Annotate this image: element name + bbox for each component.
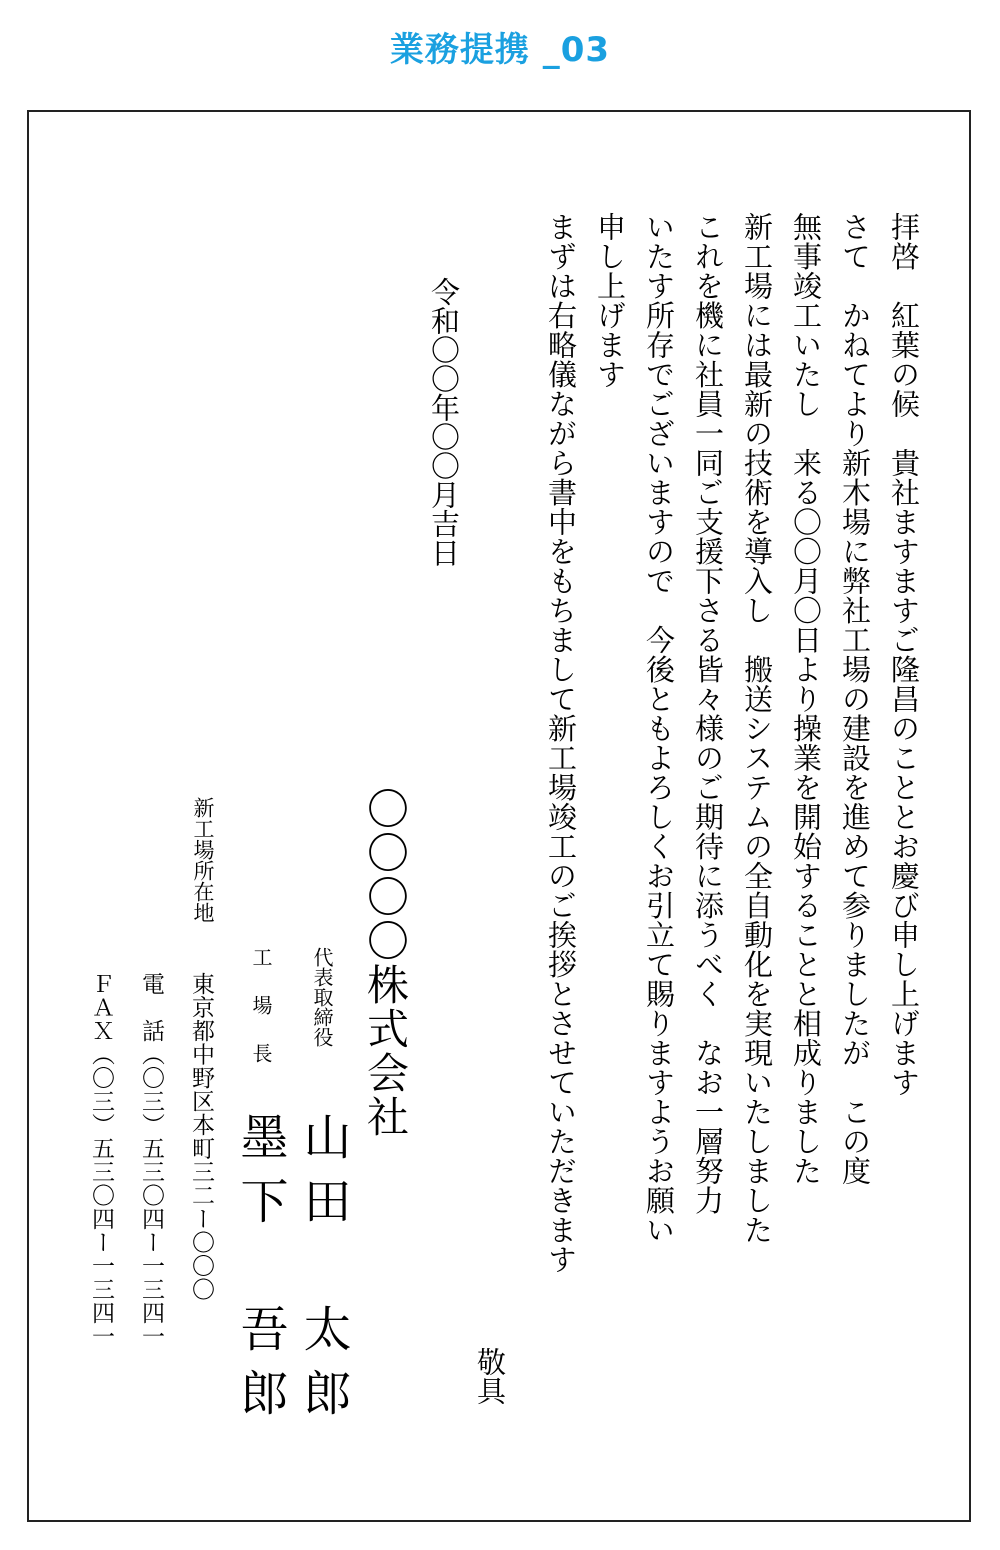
fax: ＦＡＸ（〇三）五三〇四ー一三四一 [88,972,114,1348]
body-line-3: 無事竣工いたし 来る〇〇月〇日より操業を開始することと相成りました [789,212,823,1186]
body-line-1: 拝啓 紅葉の候 貴社ますますご隆昌のこととお慶び申し上げます [887,212,921,1097]
body-line-6: いたす所存でございますので 今後ともよろしくお引立て賜りますようお願い [642,212,676,1245]
mgr-title: 工 場 長 [249,947,273,1067]
letter-card [27,110,971,1522]
mgr-name: 墨下 吾郎 [232,1112,288,1432]
body-line-5: これを機に社員一同ご支援下さる皆々様のご期待に添うべく なお一層努力 [691,212,725,1215]
page-title: 業務提携 _03 [389,30,611,70]
letter-date: 令和〇〇年〇〇月吉日 [427,277,461,567]
body-line-8: まずは右略儀ながら書中をもちまして新工場竣工のご挨拶とさせていただきます [544,212,578,1274]
body-line-2: さて かねてより新木場に弊社工場の建設を進めて参りましたが この度 [838,212,872,1186]
company-name: 〇〇〇〇株式会社 [361,787,410,1139]
rep-name: 山田 太郎 [295,1112,351,1432]
closing-keigu: 敬具 [473,1347,507,1405]
address-label: 新工場所在地 [191,797,215,923]
address: 東京都中野区本町三二ー〇〇〇 [188,972,214,1301]
body-line-4: 新工場には最新の技術を導入し 搬送システムの全自動化を実現いたしました [740,212,774,1245]
tel: 電 話（〇三）五三〇四ー一三四一 [138,972,164,1348]
rep-title: 代表取締役 [310,947,334,1047]
body-line-7: 申し上げます [593,212,627,389]
